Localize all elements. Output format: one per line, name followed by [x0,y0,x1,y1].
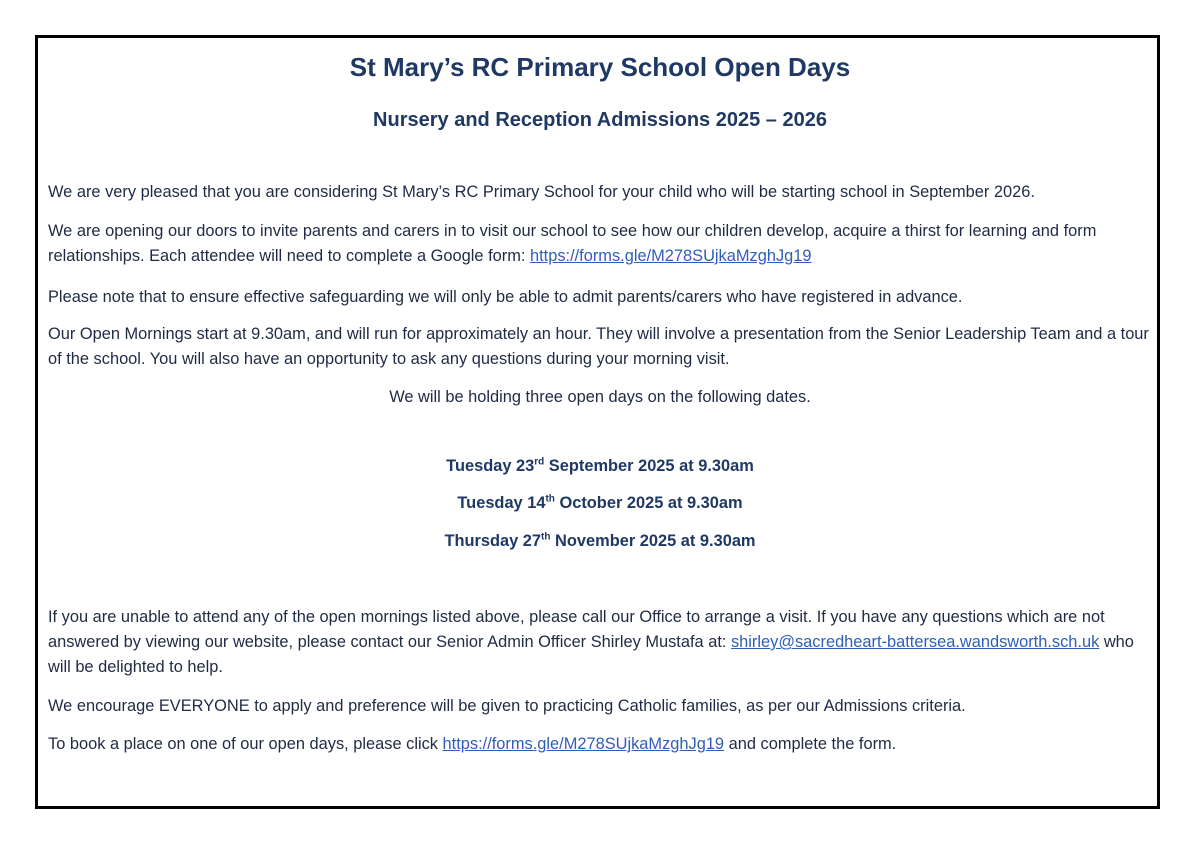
booking-after-text: and complete the form. [724,735,897,753]
booking-paragraph [48,732,1158,757]
contact-after-text: who will be delighted to help. [48,633,1134,676]
open-day-date-1 [0,454,1200,479]
safeguarding-paragraph: Please note that to ensure effective safeguarding we will only be able to admit parents/carers who have registered in advance. [48,288,963,306]
date-3-suffix: th [541,531,551,543]
date-2-day: Tuesday 14 [457,494,546,512]
page-title: St Mary’s RC Primary School Open Days [349,52,851,82]
open-mornings-paragraph: Our Open Mornings start at 9.30am, and will run for approximately an hour. They will involve a presentation from the Senior Leadership Team and a tour of the school. You will also have an opportunity to ask any questions during your morning visit. [48,325,1149,368]
intro-paragraph: We are very pleased that you are considering St Mary’s RC Primary School for your child who will be starting school in September 2026. [48,183,1035,201]
date-3-rest: November 2025 at 9.30am [550,532,756,550]
date-1-rest: September 2025 at 9.30am [544,457,754,475]
date-3-day: Thursday 27 [444,532,542,550]
contact-text: If you are unable to attend any of the open mornings listed above, please call our Office to arrange a visit. If you have any questions which are not answered by viewing our website, please contact our Senior Admin Officer Shirley Mustafa at: [48,608,1105,651]
dates-intro: We will be holding three open days on the following dates. [389,388,811,406]
admissions-paragraph: We encourage EVERYONE to apply and preference will be given to practicing Catholic families, as per our Admissions criteria. [48,697,966,715]
page-border [35,35,1160,809]
page-subtitle: Nursery and Reception Admissions 2025 – 2026 [373,109,827,131]
booking-text: To book a place on one of our open days, please click [48,735,443,753]
google-form-link[interactable]: https://forms.gle/M278SUjkaMzghJg19 [529,247,812,265]
date-2-suffix: th [545,493,555,505]
invitation-text: We are opening our doors to invite parents and carers in to visit our school to see how our children develop, acquire a thirst for learning and form relationships. Each attendee will need to complete a Google form: [48,222,1097,265]
date-1-day: Tuesday 23 [446,457,535,475]
date-1-suffix: rd [534,456,545,468]
open-day-date-2 [0,491,1200,516]
booking-form-link[interactable]: https://forms.gle/M278SUjkaMzghJg19 [442,735,725,753]
contact-paragraph [48,605,1158,680]
open-day-date-3 [0,529,1200,554]
invitation-paragraph [48,219,1158,269]
contact-email-link[interactable]: shirley@sacredheart-battersea.wandsworth.sch.uk [730,633,1100,651]
date-2-rest: October 2025 at 9.30am [554,494,743,512]
